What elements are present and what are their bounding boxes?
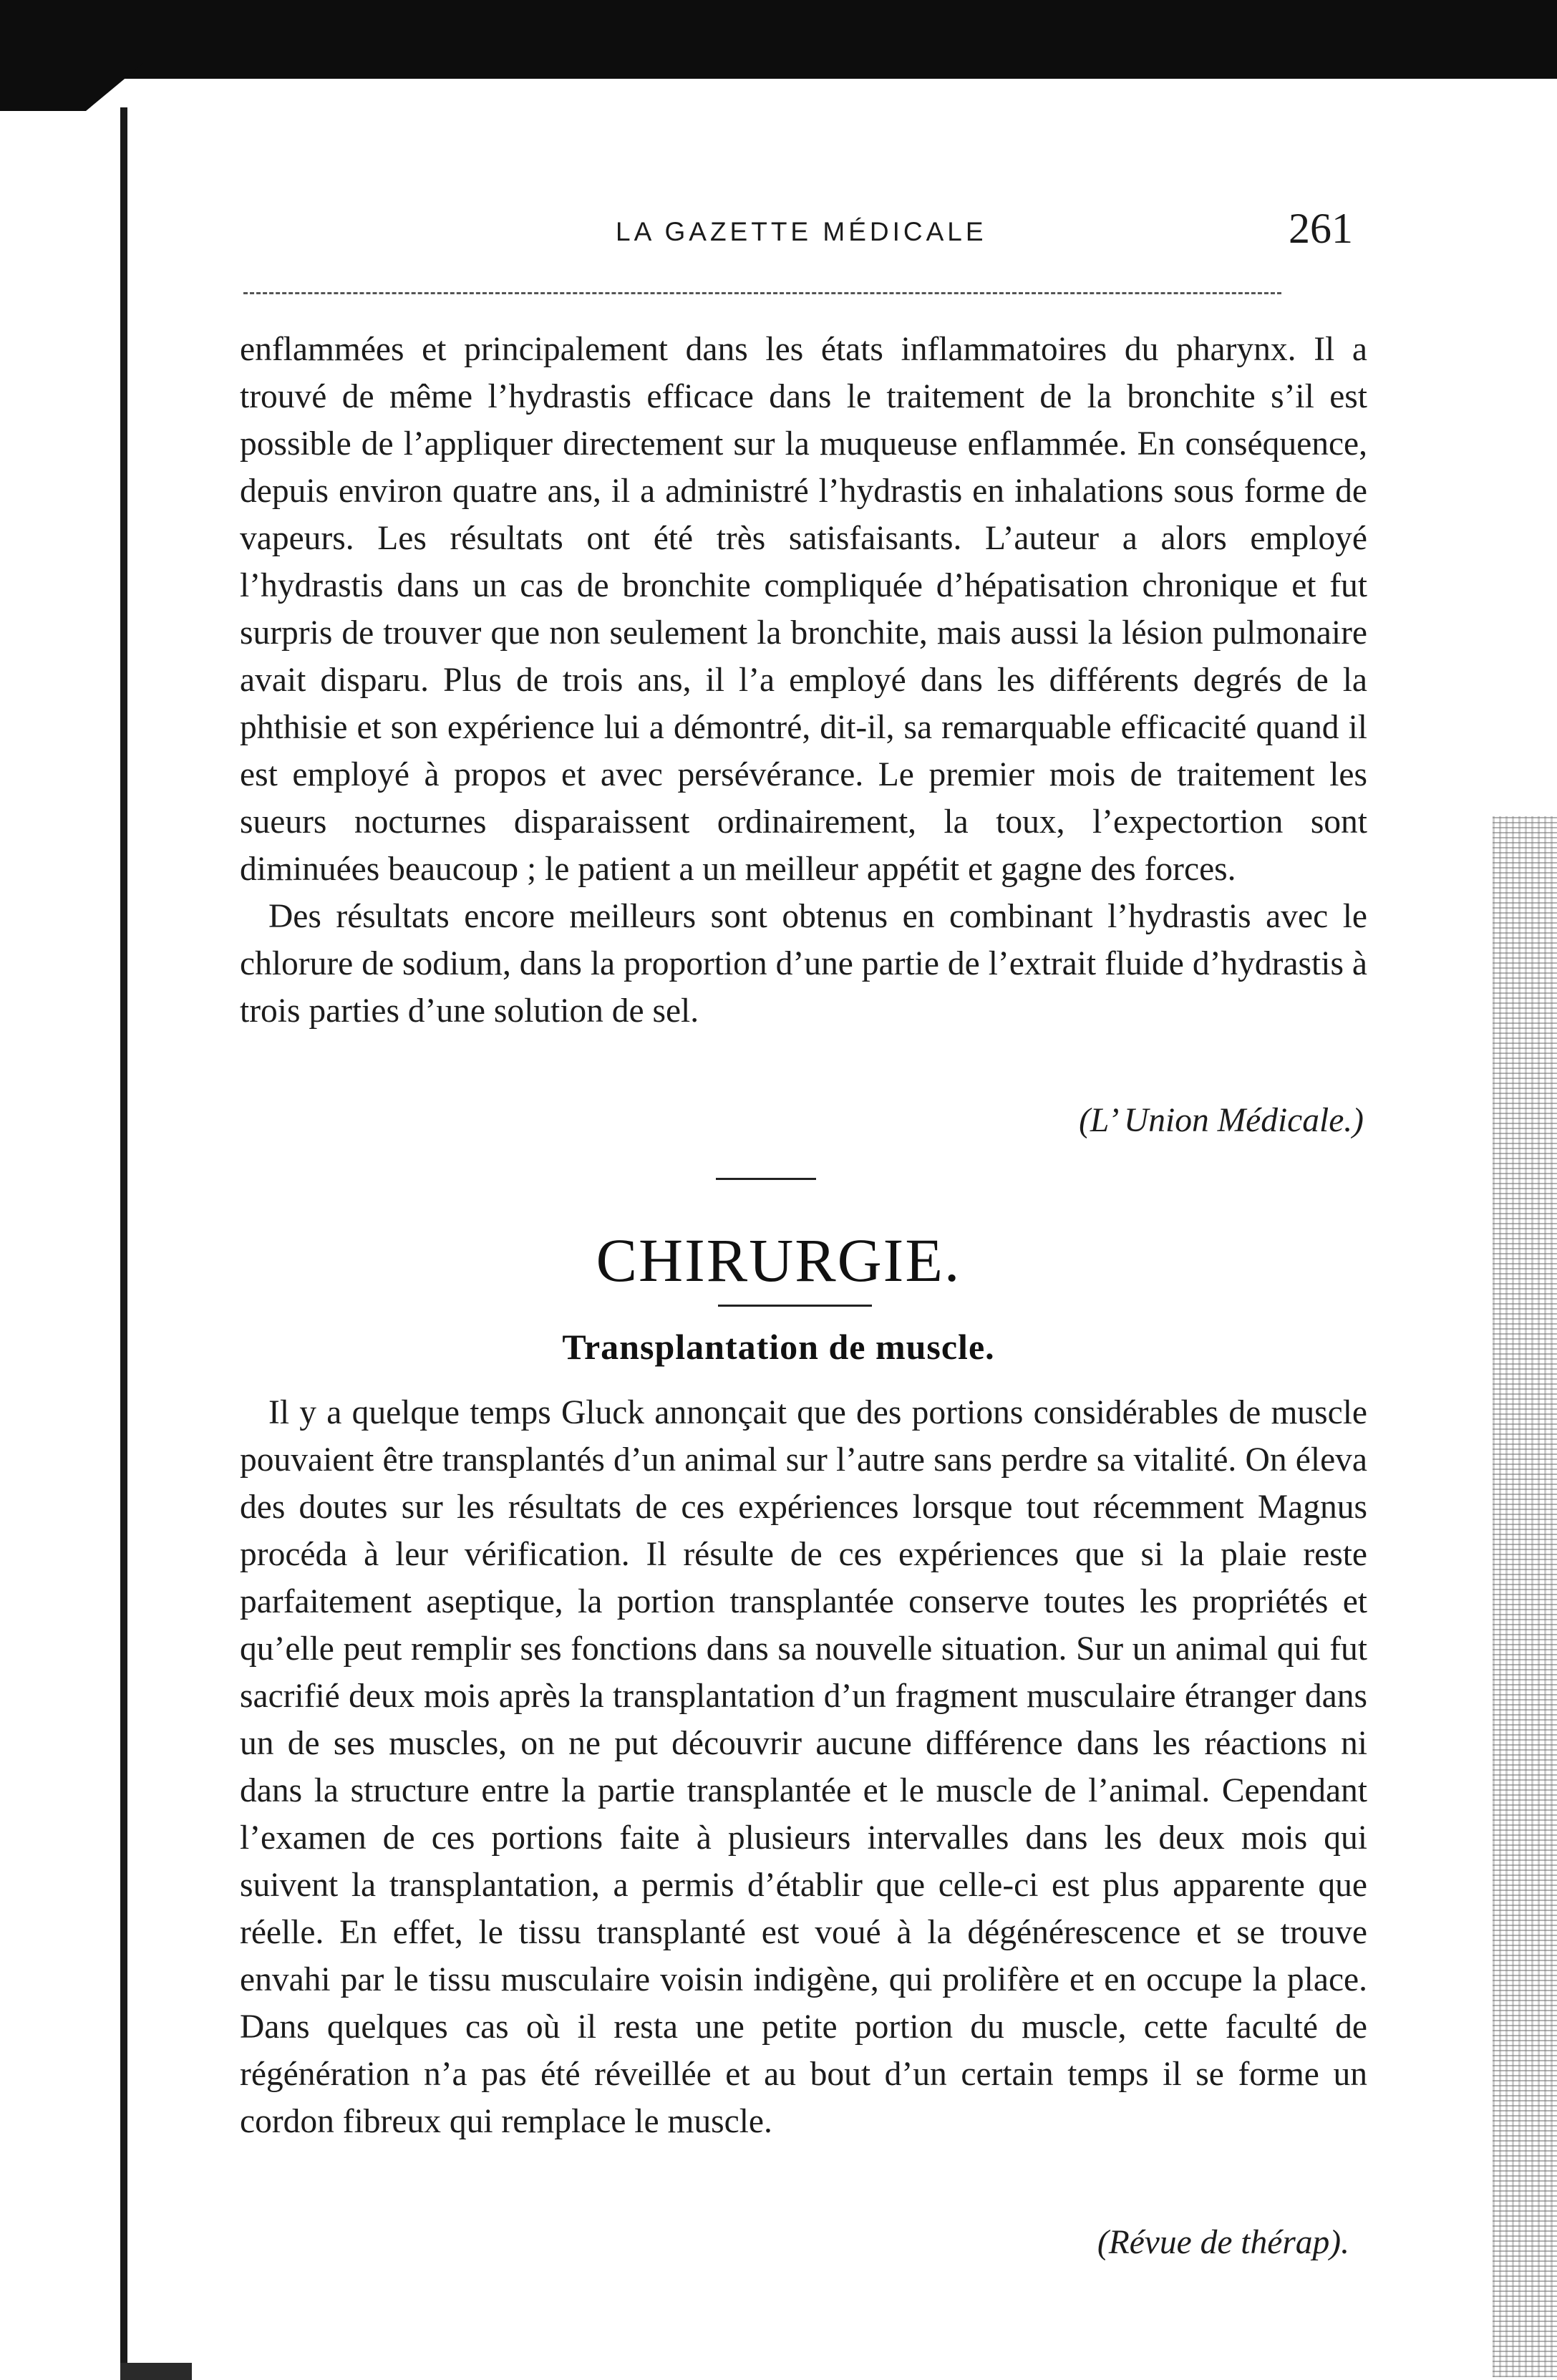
article-subtitle: Transplantation de muscle.	[562, 1327, 995, 1367]
title-underline	[718, 1305, 872, 1307]
article-paragraph: Des résultats encore meilleurs sont obtenus en combinant l’hydrastis avec le chlorure de sodium, dans la proportion d’une partie de l’extrait fluide d’hydrastis à trois parties d’une solution de sel.	[240, 898, 1367, 1030]
scan-binding-noise	[1493, 816, 1557, 2377]
article-paragraph: enflammées et principalement dans les états inflammatoires du pharynx. Il a trouvé de même l’hydrastis efficace dans le traitement de la bronchite s’il est possible de l’appliquer directement sur la muqueuse enflammée. En conséquence, depuis environ quatre ans, il a administré l’hydrastis en inhalations sous forme de vapeurs. Les résultats ont été très satisfaisants. L’auteur a alors employé l’hydrastis dans un cas de bronchite compliquée d’hépatisation chronique et fut surpris de trouver que non seulement la bronchite, mais aussi la lésion pulmonaire avait disparu. Plus de trois ans, il l’a employé dans les différents degrés de la phthisie et son expérience lui a démontré, dit-il, sa remarquable efficacité quand il est employé à propos et avec persévérance. Le premier mois de traitement les sueurs nocturnes disparaissent ordinairement, la toux, l’expectortion sont diminuées beaucoup ; le patient a un meilleur appétit et gagne des forces.	[240, 331, 1367, 888]
section-divider	[716, 1178, 816, 1180]
page-number: 261	[1289, 205, 1353, 252]
source-citation: (Révue de thérap).	[1097, 2224, 1349, 2261]
page-header	[243, 204, 1360, 269]
source-citation: (L’ Union Médicale.)	[1079, 1102, 1364, 1139]
scan-top-border	[0, 0, 1557, 79]
scan-bottom-mark	[120, 2363, 192, 2380]
scan-corner-shadow	[0, 43, 143, 111]
article-paragraph: Il y a quelque temps Gluck annonçait que des portions considérables de muscle pouvaient être transplantés d’un animal sur l’autre sans perdre sa vitalité. On éleva des doutes sur les résultats de ces expériences lorsque tout récemment Magnus procéda à leur vérification. Il résulte de ces expériences que si la plaie reste parfaitement aseptique, la portion transplantée conserve toutes les propriétés et qu’elle peut remplir ses fonctions dans sa nouvelle situation. Sur un animal qui fut sacrifié deux mois après la transplantation d’un fragment musculaire étranger dans un de ses muscles, on ne put découvrir aucune différence dans les réactions ni dans la structure entre la partie transplantée et le muscle de l’animal. Cependant l’examen de ces portions faite à plusieurs intervalles dans les deux mois qui suivent la transplantation, a permis d’établir que celle-ci est plus apparente que réelle. En effet, le tissu transplanté est voué à la dégénérescence et se trouve envahi par le tissu musculaire voisin indigène, qui prolifère et en occupe la place. Dans quelques cas où il resta une petite portion du muscle, cette faculté de régénération n’a pas été réveillée et au bout d’un certain temps il se forme un cordon fibreux qui remplace le muscle.	[240, 1394, 1367, 2140]
section-title: CHIRURGIE.	[596, 1226, 961, 1295]
article-hydrastis	[240, 326, 1367, 1035]
header-divider	[243, 292, 1281, 294]
running-title: LA GAZETTE MÉDICALE	[616, 217, 987, 246]
article-transplantation	[240, 1389, 1367, 2145]
